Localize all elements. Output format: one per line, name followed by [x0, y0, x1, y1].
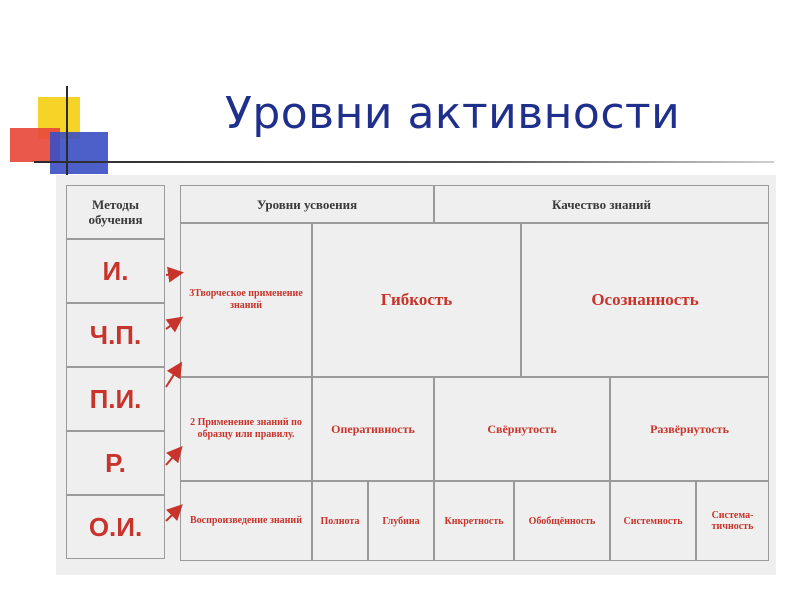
method-cell-2: Ч.П. [66, 303, 165, 367]
method-cell-5: О.И. [66, 495, 165, 559]
scanned-table [56, 175, 776, 575]
slide-title: Уровни активности [225, 88, 681, 139]
decor-vertical-line [66, 86, 68, 178]
quality-depth: Глубина [368, 481, 434, 561]
quality-efficiency: Оперативность [312, 377, 434, 481]
level-cell-application: 2 Применение знаний по образцу или правилу. [180, 377, 312, 481]
quality-flexibility: Гибкость [312, 223, 521, 377]
method-cell-3: П.И. [66, 367, 165, 431]
quality-generalization: Обобщённость [514, 481, 610, 561]
level-cell-reproduction: Воспроизведение знаний [180, 481, 312, 561]
quality-header: Качество знаний [434, 185, 769, 223]
method-cell-1: И. [66, 239, 165, 303]
quality-expandedness: Развёрнутость [610, 377, 769, 481]
method-arrows [56, 175, 776, 575]
arrow-1 [166, 273, 180, 275]
method-cell-4: Р. [66, 431, 165, 495]
decor-blue-square [50, 132, 108, 174]
quality-consistency: Системность [610, 481, 696, 561]
quality-systematicity: Система-тичность [696, 481, 769, 561]
quality-concreteness: Кнкретность [434, 481, 514, 561]
arrow-4 [166, 449, 180, 465]
arrow-2 [166, 319, 180, 329]
methods-header: Методы обучения [66, 185, 165, 239]
quality-completeness: Полнота [312, 481, 368, 561]
levels-header: Уровни усвоения [180, 185, 434, 223]
title-underline [34, 161, 774, 163]
arrow-3 [166, 365, 180, 387]
arrow-5 [166, 507, 180, 521]
quality-compactness: Свёрнутость [434, 377, 610, 481]
level-cell-creative: 3Творческое применение знаний [180, 223, 312, 377]
quality-awareness: Осознанность [521, 223, 769, 377]
